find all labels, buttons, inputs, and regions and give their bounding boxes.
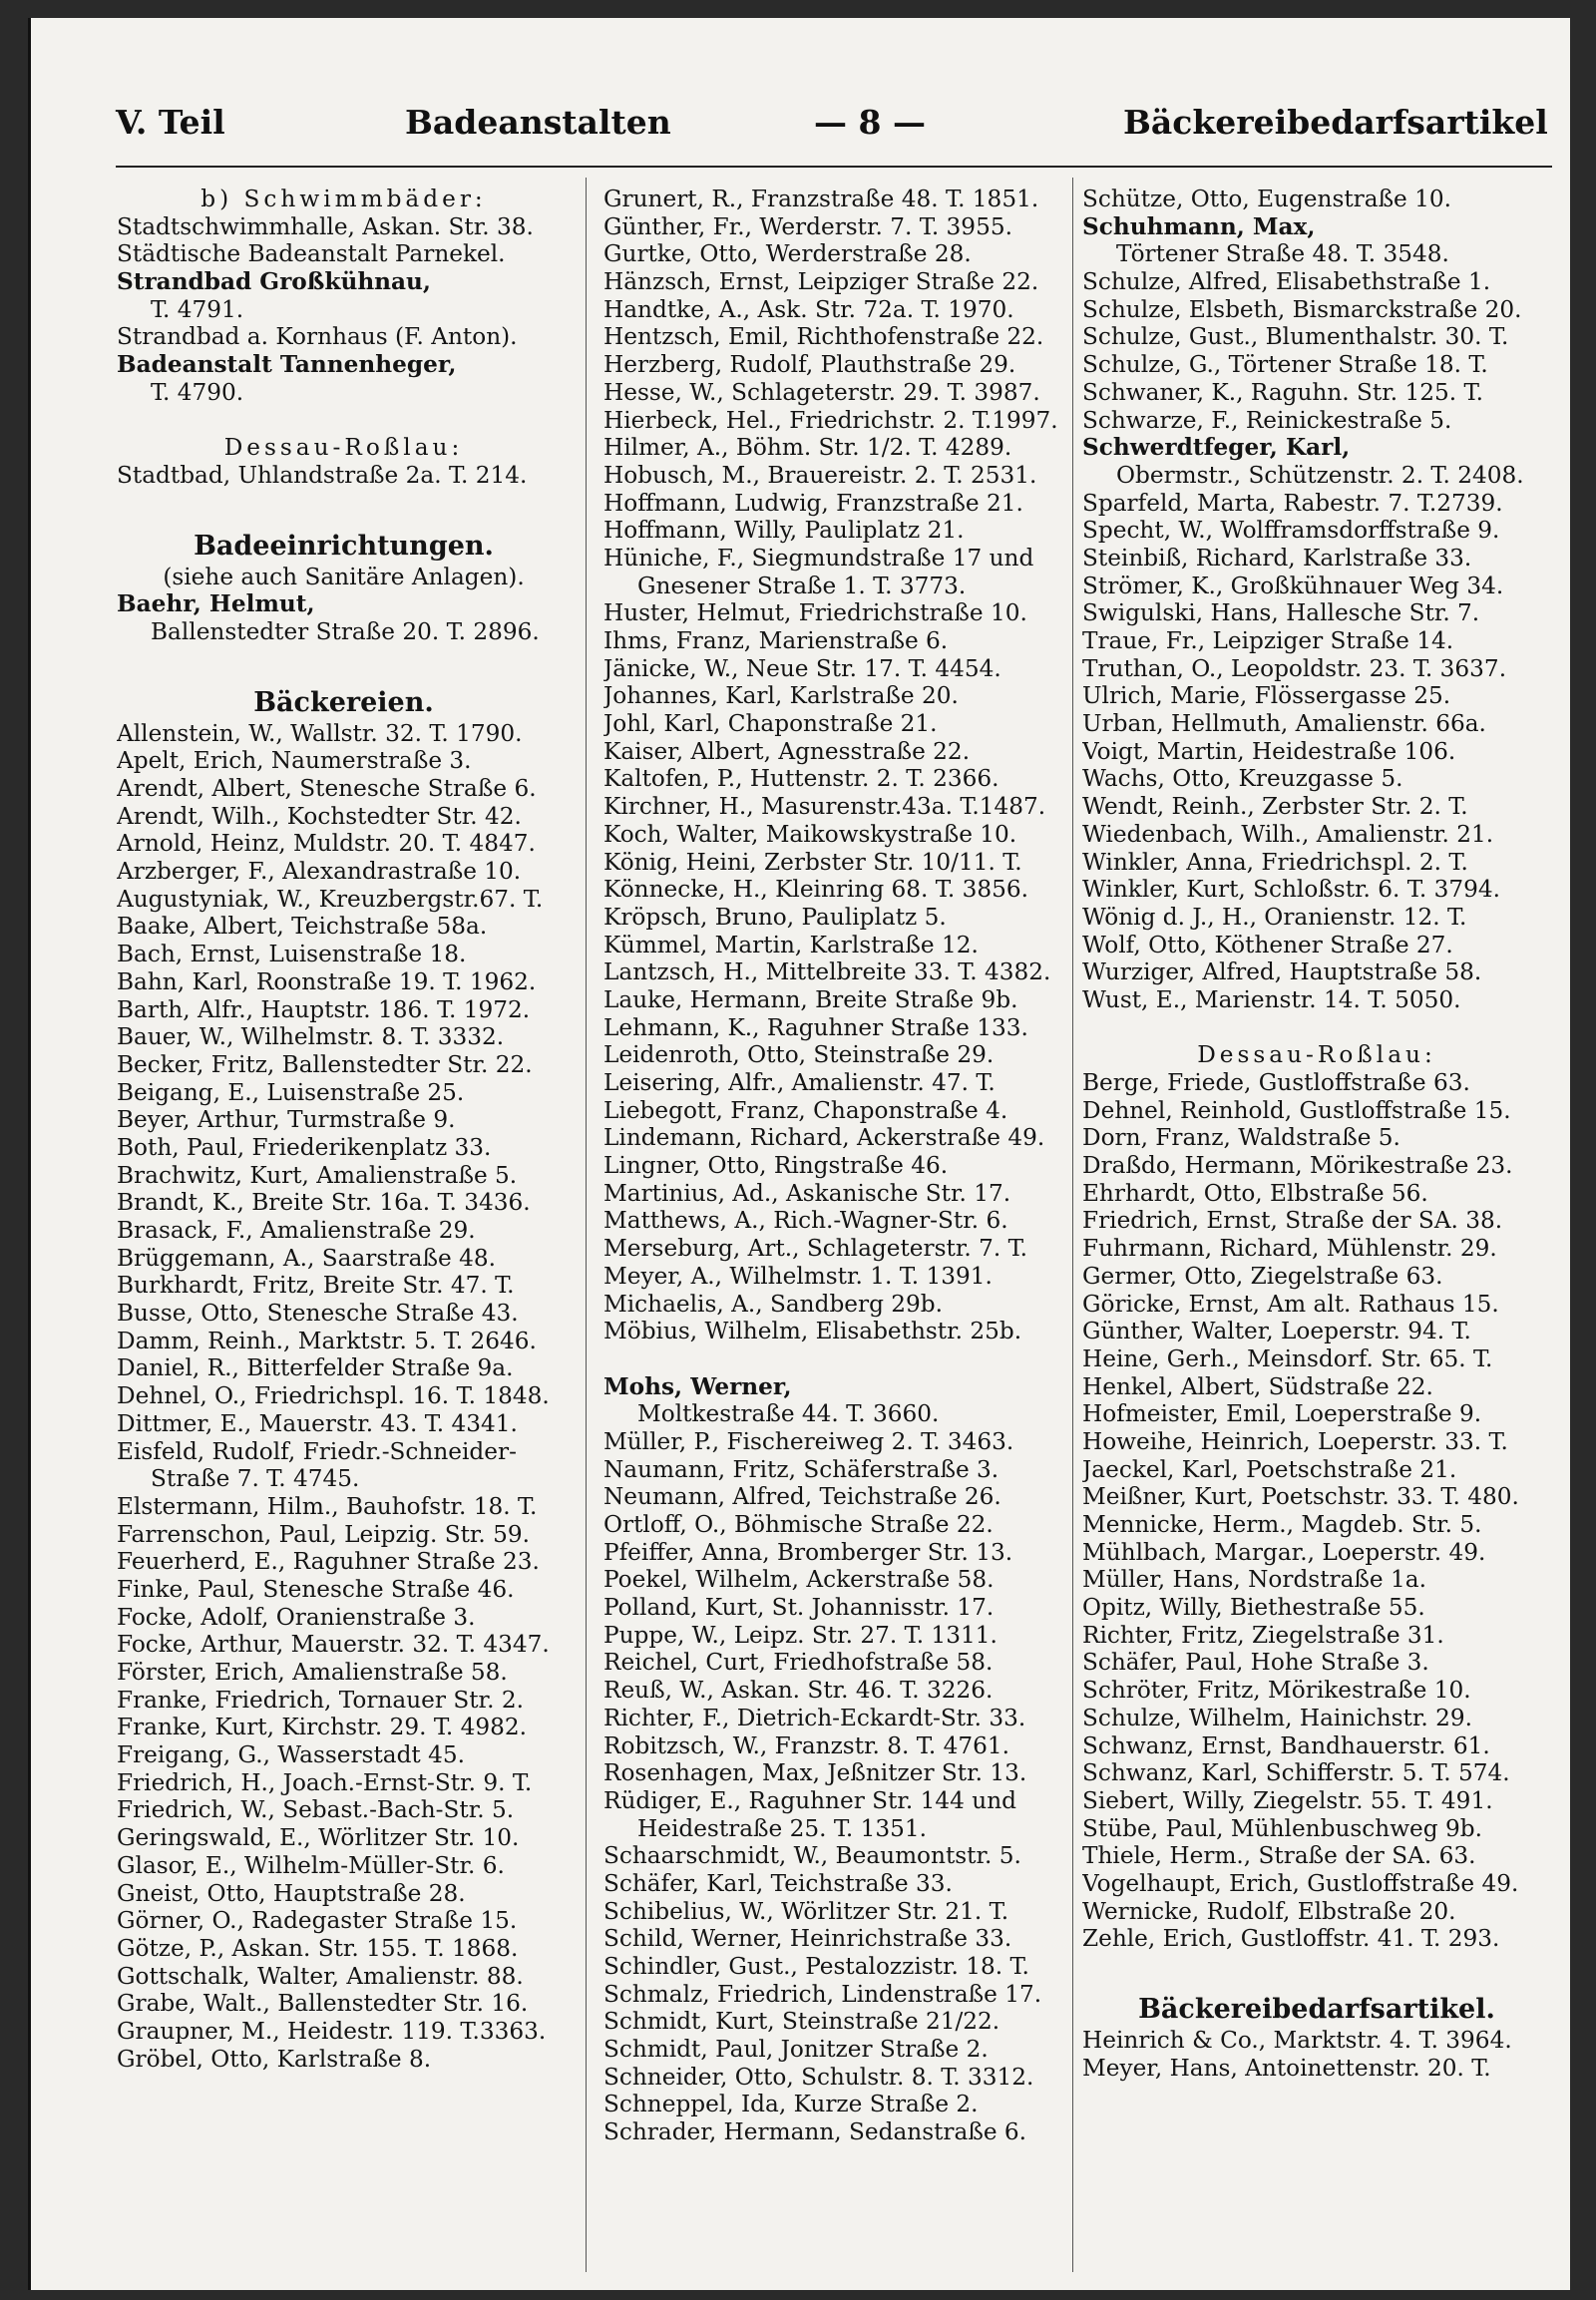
directory-entry: Schild, Werner, Heinrichstraße 33. [603, 1925, 1012, 1953]
left-section-title: Badeanstalten [405, 103, 671, 142]
directory-entry: Swigulski, Hans, Hallesche Str. 7. [1082, 599, 1480, 627]
directory-entry: Steinbiß, Richard, Karlstraße 33. [1082, 544, 1472, 572]
directory-entry: Dehnel, Reinhold, Gustloffstraße 15. [1082, 1096, 1511, 1124]
directory-entry: Meißner, Kurt, Poetschstr. 33. T. 480. [1082, 1483, 1519, 1511]
directory-entry: Schneppel, Ida, Kurze Straße 2. [603, 2091, 979, 2118]
column-2 [603, 186, 1062, 2146]
directory-entry: Strandbad Großkühnau, [117, 268, 431, 296]
directory-entry: Barth, Alfr., Hauptstr. 186. T. 1972. [117, 995, 531, 1023]
directory-entry: Hesse, W., Schlageterstr. 29. T. 3987. [603, 378, 1040, 406]
directory-entry: Wurziger, Alfred, Hauptstraße 58. [1082, 958, 1482, 986]
directory-entry: Matthews, A., Rich.-Wagner-Str. 6. [603, 1207, 1008, 1235]
directory-entry: Howeihe, Heinrich, Loeperstr. 33. T. [1082, 1427, 1508, 1455]
directory-entry: Rosenhagen, Max, Jeßnitzer Str. 13. [603, 1759, 1027, 1787]
directory-entry: Gurtke, Otto, Werderstraße 28. [603, 240, 972, 268]
directory-entry: Brasack, F., Amalienstraße 29. [117, 1217, 476, 1244]
directory-entry: Wiedenbach, Wilh., Amalienstr. 21. [1082, 820, 1494, 848]
directory-entry: Reuß, W., Askan. Str. 46. T. 3226. [603, 1677, 994, 1705]
directory-entry: Handtke, A., Ask. Str. 72a. T. 1970. [603, 295, 1014, 323]
directory-entry: Bauer, W., Wilhelmstr. 8. T. 3332. [117, 1023, 505, 1051]
directory-entry: Moltkestraße 44. T. 3660. [637, 1400, 940, 1428]
directory-entry: Brachwitz, Kurt, Amalienstraße 5. [117, 1161, 518, 1189]
directory-entry: Müller, Hans, Nordstraße 1a. [1082, 1566, 1426, 1594]
directory-entry: Truthan, O., Leopoldstr. 23. T. 3637. [1082, 654, 1507, 682]
directory-entry: Straße 7. T. 4745. [151, 1465, 360, 1493]
directory-entry: Wendt, Reinh., Zerbster Str. 2. T. [1082, 793, 1468, 821]
directory-entry: Focke, Arthur, Mauerstr. 32. T. 4347. [117, 1631, 550, 1659]
header-rule [116, 166, 1552, 168]
directory-entry: Schulze, Alfred, Elisabethstraße 1. [1082, 268, 1491, 296]
directory-entry: Leisering, Alfr., Amalienstr. 47. T. [603, 1069, 996, 1096]
section-heading: Badeeinrichtungen. [194, 530, 494, 562]
directory-entry: Schwaner, K., Raguhn. Str. 125. T. [1082, 378, 1483, 406]
directory-entry: Geringswald, E., Wörlitzer Str. 10. [117, 1824, 520, 1852]
directory-entry: Arnold, Heinz, Muldstr. 20. T. 4847. [117, 830, 536, 858]
directory-entry: Puppe, W., Leipz. Str. 27. T. 1311. [603, 1621, 998, 1649]
spacer [1082, 1014, 1551, 1042]
directory-entry: Heinrich & Co., Marktstr. 4. T. 3964. [1082, 2027, 1512, 2054]
directory-entry: Farrenschon, Paul, Leipzig. Str. 59. [117, 1520, 531, 1548]
directory-entry: Dittmer, E., Mauerstr. 43. T. 4341. [117, 1409, 518, 1437]
directory-entry: Schuhmann, Max, [1082, 212, 1316, 240]
directory-entry: Schäfer, Karl, Teichstraße 33. [603, 1869, 953, 1897]
directory-entry: Friedrich, Ernst, Straße der SA. 38. [1082, 1207, 1503, 1235]
directory-entry: Schulze, Wilhelm, Hainichstr. 29. [1082, 1704, 1472, 1731]
directory-entry: Schröter, Fritz, Mörikestraße 10. [1082, 1677, 1471, 1705]
directory-entry: Vogelhaupt, Erich, Gustloffstraße 49. [1082, 1869, 1519, 1897]
directory-entry: Friedrich, H., Joach.-Ernst-Str. 9. T. [117, 1768, 533, 1796]
directory-entry: T. 4790. [151, 378, 244, 406]
directory-entry: Ortloff, O., Böhmische Straße 22. [603, 1511, 994, 1538]
section-heading: Bäckereien. [253, 686, 434, 718]
directory-entry: Dessau-Roßlau: [1197, 1041, 1436, 1069]
directory-entry: Möbius, Wilhelm, Elisabethstr. 25b. [603, 1318, 1022, 1345]
directory-entry: Urban, Hellmuth, Amalienstr. 66a. [1082, 710, 1486, 738]
directory-entry: Arzberger, F., Alexandrastraße 10. [117, 858, 522, 886]
directory-entry: Allenstein, W., Wallstr. 32. T. 1790. [117, 719, 523, 747]
directory-entry: Jaeckel, Karl, Poetschstraße 21. [1082, 1455, 1457, 1483]
spacer [117, 646, 571, 686]
directory-entry: Damm, Reinh., Marktstr. 5. T. 2646. [117, 1327, 537, 1354]
directory-entry: Strömer, K., Großkühnauer Weg 34. [1082, 572, 1504, 599]
directory-entry: Stadtbad, Uhlandstraße 2a. T. 214. [117, 461, 528, 489]
part-label: V. Teil [116, 103, 225, 142]
directory-entry: Draßdo, Hermann, Mörikestraße 23. [1082, 1152, 1513, 1180]
directory-entry: Becker, Fritz, Ballenstedter Str. 22. [117, 1050, 533, 1078]
directory-entry: Martinius, Ad., Askanische Str. 17. [603, 1179, 1011, 1207]
directory-entry: Heine, Gerh., Meinsdorf. Str. 65. T. [1082, 1344, 1493, 1372]
directory-entry: Johl, Karl, Chaponstraße 21. [603, 710, 938, 738]
directory-entry: Daniel, R., Bitterfelder Straße 9a. [117, 1354, 514, 1382]
directory-entry: Bach, Ernst, Luisenstraße 18. [117, 941, 467, 968]
directory-entry: Pfeiffer, Anna, Bromberger Str. 13. [603, 1538, 1013, 1566]
column-1 [117, 186, 571, 2073]
directory-entry: Müller, P., Fischereiweg 2. T. 3463. [603, 1427, 1014, 1455]
directory-entry: Dessau-Roßlau: [223, 434, 464, 462]
directory-entry: Lauke, Hermann, Breite Straße 9b. [603, 985, 1018, 1013]
directory-entry: Freigang, G., Wasserstadt 45. [117, 1741, 465, 1769]
directory-entry: Schwanz, Karl, Schifferstr. 5. T. 574. [1082, 1759, 1510, 1787]
directory-entry: Schrader, Hermann, Sedanstraße 6. [603, 2118, 1027, 2146]
directory-entry: Winkler, Kurt, Schloßstr. 6. T. 3794. [1082, 876, 1500, 904]
directory-entry: (siehe auch Sanitäre Anlagen). [163, 563, 525, 590]
directory-entry: Opitz, Willy, Biethestraße 55. [1082, 1594, 1425, 1622]
directory-entry: König, Heini, Zerbster Str. 10/11. T. [603, 848, 1022, 876]
directory-entry: Arendt, Wilh., Kochstedter Str. 42. [117, 802, 522, 830]
column-divider [586, 178, 587, 2272]
directory-entry: Merseburg, Art., Schlageterstr. 7. T. [603, 1235, 1028, 1263]
directory-entry: Görner, O., Radegaster Straße 15. [117, 1907, 518, 1935]
directory-entry: Schwarze, F., Reinickestraße 5. [1082, 406, 1452, 434]
directory-entry: Hilmer, A., Böhm. Str. 1/2. T. 4289. [603, 434, 1012, 462]
directory-entry: Polland, Kurt, St. Johannisstr. 17. [603, 1594, 995, 1622]
directory-page [28, 18, 1570, 2290]
directory-entry: Günther, Walter, Loeperstr. 94. T. [1082, 1318, 1471, 1345]
directory-entry: Naumann, Fritz, Schäferstraße 3. [603, 1455, 999, 1483]
directory-entry: Schaarschmidt, W., Beaumontstr. 5. [603, 1842, 1021, 1870]
directory-entry: Hoffmann, Willy, Pauliplatz 21. [603, 517, 965, 545]
directory-entry: Winkler, Anna, Friedrichspl. 2. T. [1082, 848, 1468, 876]
directory-entry: Glasor, E., Wilhelm-Müller-Str. 6. [117, 1851, 505, 1879]
directory-entry: Apelt, Erich, Naumerstraße 3. [117, 747, 472, 775]
directory-entry: Richter, Fritz, Ziegelstraße 31. [1082, 1621, 1444, 1649]
directory-entry: Ehrhardt, Otto, Elbstraße 56. [1082, 1179, 1428, 1207]
directory-entry: Neumann, Alfred, Teichstraße 26. [603, 1483, 1001, 1511]
directory-entry: Hänzsch, Ernst, Leipziger Straße 22. [603, 268, 1039, 296]
directory-entry: Zehle, Erich, Gustloffstr. 41. T. 293. [1082, 1925, 1500, 1953]
directory-entry: Voigt, Martin, Heidestraße 106. [1082, 737, 1456, 765]
directory-entry: Germer, Otto, Ziegelstraße 63. [1082, 1262, 1443, 1290]
directory-entry: Stadtschwimmhalle, Askan. Str. 38. [117, 212, 534, 240]
directory-entry: Schwerdtfeger, Karl, [1082, 434, 1351, 462]
directory-entry: Feuerherd, E., Raguhner Straße 23. [117, 1548, 540, 1576]
directory-entry: Poekel, Wilhelm, Ackerstraße 58. [603, 1566, 995, 1594]
directory-entry: Huster, Helmut, Friedrichstraße 10. [603, 599, 1027, 627]
directory-entry: Günther, Fr., Werderstr. 7. T. 3955. [603, 212, 1012, 240]
directory-entry: Friedrich, W., Sebast.-Bach-Str. 5. [117, 1796, 515, 1824]
directory-entry: Rüdiger, E., Raguhner Str. 144 und [603, 1786, 1016, 1814]
directory-entry: Schibelius, W., Wörlitzer Str. 21. T. [603, 1897, 1009, 1925]
directory-entry: Städtische Badeanstalt Parnekel. [117, 240, 506, 268]
directory-entry: Henkel, Albert, Südstraße 22. [1082, 1372, 1433, 1400]
directory-entry: Schwanz, Ernst, Bandhauerstr. 61. [1082, 1731, 1490, 1759]
directory-entry: Kaltofen, P., Huttenstr. 2. T. 2366. [603, 765, 999, 793]
directory-entry: Specht, W., Wolfframsdorffstraße 9. [1082, 517, 1500, 545]
directory-entry: Kirchner, H., Masurenstr.43a. T.1487. [603, 793, 1046, 821]
directory-entry: Lehmann, K., Raguhner Straße 133. [603, 1013, 1028, 1041]
directory-entry: Hofmeister, Emil, Loeperstraße 9. [1082, 1400, 1482, 1428]
spacer [1082, 1953, 1551, 1993]
directory-entry: Hentzsch, Emil, Richthofenstraße 22. [603, 323, 1044, 351]
directory-entry: Strandbad a. Kornhaus (F. Anton). [117, 323, 518, 351]
directory-entry: Elstermann, Hilm., Bauhofstr. 18. T. [117, 1492, 538, 1520]
directory-entry: Förster, Erich, Amalienstraße 58. [117, 1659, 508, 1686]
directory-entry: Lindemann, Richard, Ackerstraße 49. [603, 1124, 1045, 1152]
directory-entry: Siebert, Willy, Ziegelstr. 55. T. 491. [1082, 1786, 1493, 1814]
directory-entry: Liebegott, Franz, Chaponstraße 4. [603, 1096, 1008, 1124]
directory-entry: Fuhrmann, Richard, Mühlenstr. 29. [1082, 1235, 1497, 1263]
directory-entry: Eisfeld, Rudolf, Friedr.-Schneider- [117, 1437, 517, 1465]
directory-entry: Gnesener Straße 1. T. 3773. [637, 572, 967, 599]
directory-entry: Richter, F., Dietrich-Eckardt-Str. 33. [603, 1704, 1026, 1731]
directory-entry: Kröpsch, Bruno, Pauliplatz 5. [603, 903, 947, 931]
directory-entry: Hierbeck, Hel., Friedrichstr. 2. T.1997. [603, 406, 1058, 434]
directory-entry: Lantzsch, H., Mittelbreite 33. T. 4382. [603, 958, 1051, 986]
directory-entry: Gottschalk, Walter, Amalienstr. 88. [117, 1962, 524, 1990]
directory-entry: Mohs, Werner, [603, 1372, 792, 1400]
directory-entry: Wachs, Otto, Kreuzgasse 5. [1082, 765, 1403, 793]
directory-entry: Beigang, E., Luisenstraße 25. [117, 1078, 465, 1106]
directory-entry: Hoffmann, Ludwig, Franzstraße 21. [603, 489, 1023, 517]
directory-entry: Obermstr., Schützenstr. 2. T. 2408. [1116, 461, 1524, 489]
directory-entry: Burkhardt, Fritz, Breite Str. 47. T. [117, 1272, 515, 1300]
directory-entry: Busse, Otto, Stenesche Straße 43. [117, 1300, 519, 1328]
directory-entry: Badeanstalt Tannenheger, [117, 351, 457, 379]
directory-entry: Schmidt, Kurt, Steinstraße 21/22. [603, 2008, 1000, 2036]
directory-entry: Törtener Straße 48. T. 3548. [1116, 240, 1449, 268]
directory-entry: Wolf, Otto, Köthener Straße 27. [1082, 931, 1453, 958]
directory-entry: Grunert, R., Franzstraße 48. T. 1851. [603, 186, 1039, 212]
directory-entry: Hobusch, M., Brauereistr. 2. T. 2531. [603, 461, 1037, 489]
directory-entry: Dorn, Franz, Waldstraße 5. [1082, 1124, 1400, 1152]
directory-entry: Reichel, Curt, Friedhofstraße 58. [603, 1649, 994, 1677]
directory-entry: Jänicke, W., Neue Str. 17. T. 4454. [603, 654, 1001, 682]
directory-entry: Wernicke, Rudolf, Elbstraße 20. [1082, 1897, 1456, 1925]
spacer [603, 1345, 1062, 1373]
directory-entry: Lingner, Otto, Ringstraße 46. [603, 1152, 949, 1180]
directory-entry: Götze, P., Askan. Str. 155. T. 1868. [117, 1934, 519, 1962]
directory-entry: Arendt, Albert, Stenesche Straße 6. [117, 775, 537, 802]
directory-entry: Dehnel, O., Friedrichspl. 16. T. 1848. [117, 1382, 550, 1410]
directory-entry: Heidestraße 25. T. 1351. [637, 1814, 928, 1842]
directory-entry: Bahn, Karl, Roonstraße 19. T. 1962. [117, 967, 537, 995]
directory-entry: Finke, Paul, Stenesche Straße 46. [117, 1575, 515, 1603]
directory-entry: Schneider, Otto, Schulstr. 8. T. 3312. [603, 2063, 1034, 2091]
directory-entry: Mühlbach, Margar., Loeperstr. 49. [1082, 1538, 1486, 1566]
directory-entry: Grabe, Walt., Ballenstedter Str. 16. [117, 1990, 529, 2018]
directory-entry: Leidenroth, Otto, Steinstraße 29. [603, 1041, 995, 1069]
directory-entry: Johannes, Karl, Karlstraße 20. [603, 682, 959, 710]
directory-entry: Gneist, Otto, Hauptstraße 28. [117, 1879, 466, 1907]
directory-entry: Wönig d. J., H., Oranienstr. 12. T. [1082, 903, 1467, 931]
directory-entry: Berge, Friede, Gustloffstraße 63. [1082, 1069, 1470, 1096]
directory-entry: Both, Paul, Friederikenplatz 33. [117, 1133, 492, 1161]
directory-entry: Ihms, Franz, Marienstraße 6. [603, 627, 949, 654]
directory-entry: Gröbel, Otto, Karlstraße 8. [117, 2045, 432, 2073]
directory-entry: Schmalz, Friedrich, Lindenstraße 17. [603, 1980, 1042, 2008]
directory-entry: b) Schwimmbäder: [200, 186, 487, 212]
directory-entry: Göricke, Ernst, Am alt. Rathaus 15. [1082, 1290, 1499, 1318]
directory-entry: Franke, Friedrich, Tornauer Str. 2. [117, 1686, 524, 1714]
directory-entry: Robitzsch, W., Franzstr. 8. T. 4761. [603, 1731, 1009, 1759]
spacer [117, 407, 571, 435]
directory-entry: Brandt, K., Breite Str. 16a. T. 3436. [117, 1189, 531, 1217]
directory-entry: Schulze, G., Törtener Straße 18. T. [1082, 351, 1488, 379]
directory-entry: Franke, Kurt, Kirchstr. 29. T. 4982. [117, 1714, 527, 1741]
column-divider [1072, 178, 1073, 2272]
directory-entry: Hüniche, F., Siegmundstraße 17 und [603, 544, 1034, 572]
directory-entry: Schulze, Gust., Blumenthalstr. 30. T. [1082, 323, 1509, 351]
directory-entry: Focke, Adolf, Oranienstraße 3. [117, 1603, 476, 1631]
directory-entry: Wust, E., Marienstr. 14. T. 5050. [1082, 985, 1461, 1013]
spacer [117, 490, 571, 530]
directory-entry: Augustyniak, W., Kreuzbergstr.67. T. [117, 885, 544, 913]
directory-entry: Kümmel, Martin, Karlstraße 12. [603, 931, 979, 958]
directory-entry: Ulrich, Marie, Flössergasse 25. [1082, 682, 1451, 710]
directory-entry: Graupner, M., Heidestr. 119. T.3363. [117, 2017, 547, 2045]
directory-entry: T. 4791. [151, 295, 244, 323]
directory-entry: Meyer, Hans, Antoinettenstr. 20. T. [1082, 2054, 1491, 2082]
directory-entry: Traue, Fr., Leipziger Straße 14. [1082, 627, 1454, 654]
directory-entry: Stübe, Paul, Mühlenbuschweg 9b. [1082, 1814, 1482, 1842]
section-heading: Bäckereibedarfsartikel. [1138, 1994, 1495, 2025]
directory-entry: Sparfeld, Marta, Rabestr. 7. T.2739. [1082, 489, 1503, 517]
directory-entry: Schäfer, Paul, Hohe Straße 3. [1082, 1649, 1429, 1677]
directory-entry: Schulze, Elsbeth, Bismarckstraße 20. [1082, 295, 1522, 323]
directory-entry: Schmidt, Paul, Jonitzer Straße 2. [603, 2036, 989, 2064]
directory-entry: Schindler, Gust., Pestalozzistr. 18. T. [603, 1953, 1029, 1980]
directory-entry: Michaelis, A., Sandberg 29b. [603, 1290, 944, 1318]
directory-entry: Meyer, A., Wilhelmstr. 1. T. 1391. [603, 1262, 993, 1290]
right-section-title: Bäckereibedarfsartikel [1123, 103, 1548, 142]
directory-entry: Mennicke, Herm., Magdeb. Str. 5. [1082, 1511, 1482, 1538]
page-number: — 8 — [814, 103, 926, 142]
directory-entry: Thiele, Herm., Straße der SA. 63. [1082, 1842, 1476, 1870]
directory-entry: Baehr, Helmut, [117, 590, 315, 618]
directory-entry: Brüggemann, A., Saarstraße 48. [117, 1244, 496, 1272]
directory-entry: Koch, Walter, Maikowskystraße 10. [603, 820, 1017, 848]
directory-entry: Beyer, Arthur, Turmstraße 9. [117, 1106, 456, 1134]
directory-entry: Baake, Albert, Teichstraße 58a. [117, 913, 488, 941]
page-header [116, 103, 1552, 163]
column-3 [1082, 186, 1551, 2082]
directory-entry: Schütze, Otto, Eugenstraße 10. [1082, 186, 1452, 212]
directory-entry: Könnecke, H., Kleinring 68. T. 3856. [603, 876, 1028, 904]
directory-entry: Kaiser, Albert, Agnesstraße 22. [603, 737, 971, 765]
directory-entry: Herzberg, Rudolf, Plauthstraße 29. [603, 351, 1016, 379]
directory-entry: Ballenstedter Straße 20. T. 2896. [151, 617, 540, 645]
